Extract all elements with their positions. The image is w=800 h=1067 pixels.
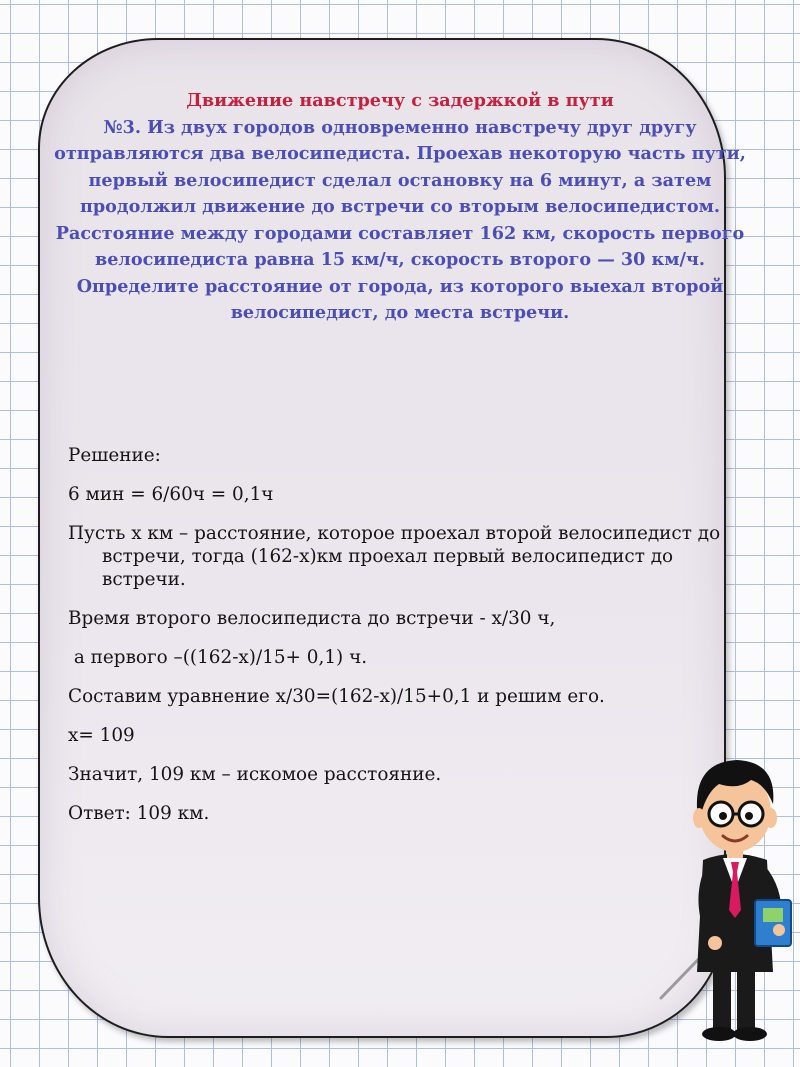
problem-title: Движение навстречу с задержкой в пути <box>186 90 614 111</box>
solution-line: х= 109 <box>68 725 135 746</box>
problem-block <box>50 88 750 327</box>
teacher-cartoon-icon <box>655 740 800 1050</box>
solution-block <box>68 444 728 841</box>
solution-line: Составим уравнение х/30=(162-х)/15+0,1 и решим его. <box>68 686 605 707</box>
solution-line: Время второго велосипедиста до встречи - х/30 ч, <box>68 608 556 629</box>
solution-line: Значит, 109 км – искомое расстояние. <box>68 764 442 785</box>
solution-line: Ответ: 109 км. <box>68 803 210 824</box>
problem-text: №3. Из двух городов одновременно навстречу друг другу отправляются два велосипедиста. Проехав некоторую часть пути, первый велосипедист сделал остановку на 6 минут, а затем продолжил движение до встречи со вторым велосипедистом. Расстояние между городами составляет 162 км, скорость первого велосипедиста равна 15 км/ч, скорость второго — 30 км/ч. Определите расстояние от города, из которого выехал второй велосипедист, до места встречи. <box>54 116 746 323</box>
solution-line: а первого –((162-х)/15+ 0,1) ч. <box>68 647 368 668</box>
solution-heading: Решение: <box>68 445 161 466</box>
solution-line: Пусть х км – расстояние, которое проехал второй велосипедист до встречи, тогда (162-х)км проехал первый велосипедист до встречи. <box>68 523 721 590</box>
solution-line: 6 мин = 6/60ч = 0,1ч <box>68 484 274 505</box>
